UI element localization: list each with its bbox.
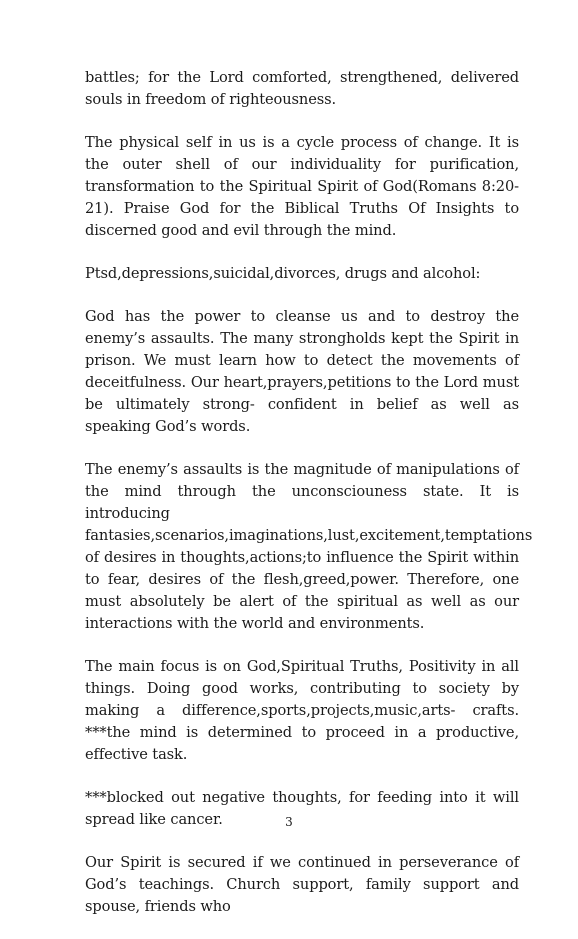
- paragraph-main-focus: The main focus is on God,Spiritual Truths, Positivity in all things. Doing good works, contributing to society by making a difference,sports,projects,music,arts- crafts. ***the mind is determined to proceed in a productive, effective task.: [85, 658, 519, 763]
- paragraph-power-to-cleanse: God has the power to cleanse us and to destroy the enemy’s assaults. The many strongholds kept the Spirit in prison. We must learn how to detect the movements of deceitfulness. Our heart,prayers,petitions to the Lord must be ultimately strong- confident in belief as well as speaking God’s words.: [85, 308, 519, 435]
- paragraph-battles: battles; for the Lord comforted, strengthened, delivered souls in freedom of righteousness.: [85, 69, 519, 108]
- paragraph-negative-thoughts: ***blocked out negative thoughts, for feeding into it will spread like cancer.: [85, 789, 519, 828]
- body-text: [85, 67, 533, 939]
- page-number: 3: [285, 815, 293, 829]
- paragraph-ptsd-list: Ptsd,depressions,suicidal,divorces, drugs and alcohol:: [85, 265, 481, 282]
- paragraph-spirit-secured: Our Spirit is secured if we continued in perseverance of God’s teachings. Church support, family support and spouse, friends who: [85, 854, 519, 915]
- paragraph-physical-self: The physical self in us is a cycle process of change. It is the outer shell of our individuality for purification, transformation to the Spiritual Spirit of God(Romans 8:20-21). Praise God for the Biblical Truths Of Insights to discerned good and evil through the mind.: [85, 134, 519, 239]
- paragraph-enemy-assaults: The enemy’s assaults is the magnitude of manipulations of the mind through the unconsciouness state. It is introducing fantasies,scenarios,imaginations,lust,excitement,temptations of desires in thoughts,actions;to influence the Spirit within to fear, desires of the flesh,greed,power. Therefore, one must absolutely be alert of the spiritual as well as our interactions with the world and environments.: [85, 461, 533, 632]
